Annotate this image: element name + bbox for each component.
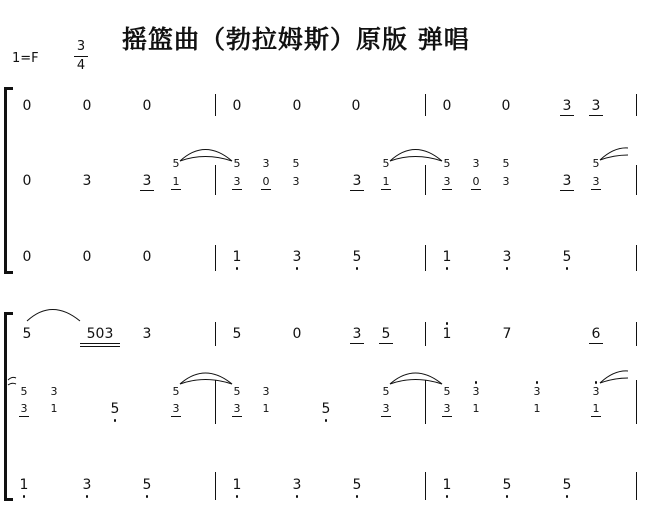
time-signature-top: 3 [76,39,86,54]
note: 0 [22,249,32,265]
slur [8,377,16,380]
note: 0 [292,98,302,114]
note: 3 [262,157,270,170]
note: 1 [440,327,454,341]
note: 5 [22,326,32,342]
note: 1 [472,402,480,415]
note: 1 [230,250,244,264]
note: 5 [172,157,180,170]
note: 3 [140,174,154,188]
note: 1 [172,175,180,188]
slur [180,380,232,385]
note: 3 [560,99,574,113]
slur [390,157,442,162]
slur [390,373,442,384]
note: 6 [589,327,603,341]
note: 1 [533,402,541,415]
note: 0 [262,175,270,188]
note: 3 [592,385,600,398]
note: 5 [382,385,390,398]
note: 3 [233,175,241,188]
note: 3 [80,478,94,492]
note: 3 [502,175,510,188]
note: 3 [589,99,603,113]
note: 5 [172,385,180,398]
note: 3 [350,327,364,341]
note: 5 [502,157,510,170]
note: 0 [142,249,152,265]
key-signature: 1=F [12,51,39,66]
note: 3 [20,402,28,415]
note: 5 [560,250,574,264]
score-title: 摇篮曲（勃拉姆斯）原版 弹唱 [122,25,470,54]
note: 0 [351,98,361,114]
note: 5 [443,157,451,170]
slur [600,155,628,160]
note: 7 [502,326,512,342]
note: 3 [472,157,480,170]
note: 5 [319,402,333,416]
note: 3 [560,174,574,188]
note: 1 [262,402,270,415]
note: 3 [50,385,58,398]
note: 0 [292,326,302,342]
note: 5 [20,385,28,398]
slur [600,378,628,383]
note: 3 [443,175,451,188]
time-signature-bottom: 4 [76,58,86,73]
note: 0 [82,98,92,114]
note: 1 [440,478,454,492]
note: 3 [533,385,541,398]
note: 0 [22,173,32,189]
note: 1 [230,478,244,492]
note: 5 [500,478,514,492]
note: 5 [560,478,574,492]
note: 0 [442,98,452,114]
note: 5 [350,250,364,264]
note: 3 [382,402,390,415]
note: 3 [290,250,304,264]
note: 1 [17,478,31,492]
note: 3 [262,385,270,398]
note: 0 [142,98,152,114]
note: 3 [233,402,241,415]
note: 3 [172,402,180,415]
note: 5 [379,327,393,341]
note: 5 [382,157,390,170]
note: 1 [50,402,58,415]
note: 0 [82,249,92,265]
note: 3 [290,478,304,492]
note: 1 [592,402,600,415]
note: 3 [350,174,364,188]
note: 3 [472,385,480,398]
slur [27,310,80,322]
note: 0 [232,98,242,114]
note: 5 [108,402,122,416]
slur [180,157,232,162]
note-group: 503 [80,327,120,341]
note: 3 [142,326,152,342]
note: 1 [440,250,454,264]
note: 5 [292,157,300,170]
note: 5 [232,326,242,342]
note: 5 [233,157,241,170]
note: 5 [350,478,364,492]
slur [180,373,232,384]
note: 5 [140,478,154,492]
note: 3 [592,175,600,188]
note: 3 [292,175,300,188]
note: 3 [443,402,451,415]
note: 0 [501,98,511,114]
slur [8,383,16,385]
note: 5 [233,385,241,398]
note: 5 [592,157,600,170]
note: 3 [82,173,92,189]
note: 3 [500,250,514,264]
note: 0 [472,175,480,188]
slur [390,380,442,385]
note: 0 [22,98,32,114]
note: 1 [382,175,390,188]
note: 5 [443,385,451,398]
